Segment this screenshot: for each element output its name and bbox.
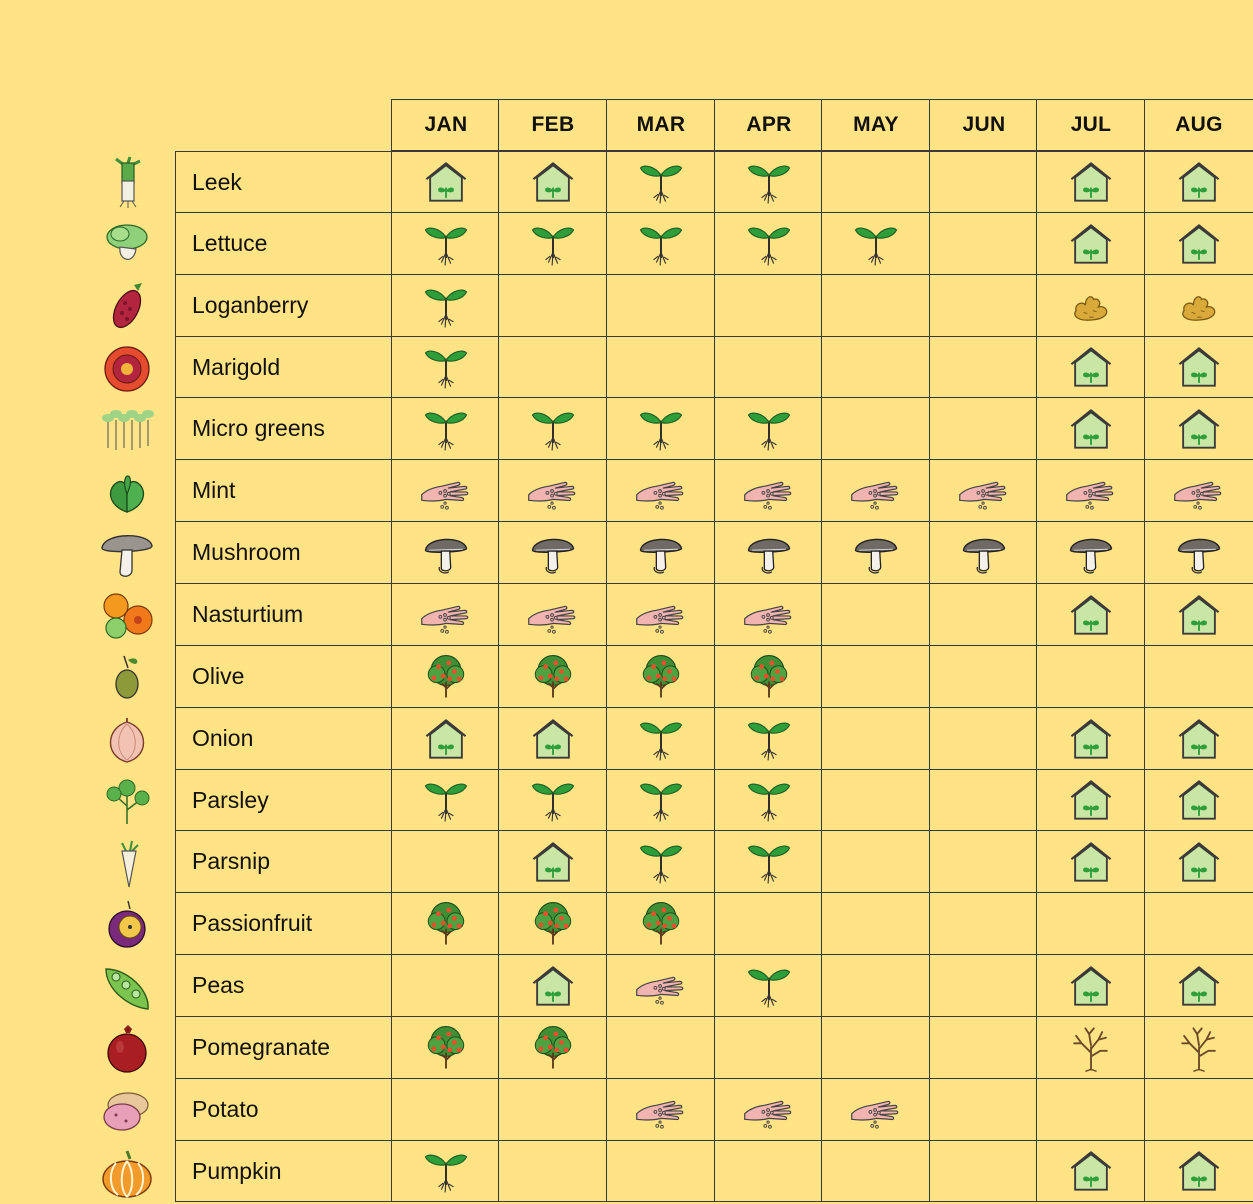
calendar-cell-aug bbox=[1144, 398, 1253, 460]
calendar-cell-jul bbox=[1036, 646, 1145, 708]
calendar-cell-mar bbox=[606, 893, 715, 955]
seedling-icon bbox=[633, 157, 689, 207]
seedling-icon bbox=[633, 404, 689, 454]
calendar-cell-may bbox=[821, 337, 930, 398]
hand-sowing-icon bbox=[1171, 466, 1227, 516]
calendar-cell-feb bbox=[498, 151, 607, 213]
calendar-cell-aug bbox=[1144, 955, 1253, 1017]
calendar-cell-aug bbox=[1144, 151, 1253, 213]
mushroom-icon bbox=[525, 528, 581, 578]
fruit-tree-icon bbox=[525, 652, 581, 702]
greenhouse-icon bbox=[1063, 404, 1119, 454]
table-row bbox=[0, 646, 1200, 708]
calendar-cell-mar bbox=[606, 584, 715, 646]
seedling-icon bbox=[741, 404, 797, 454]
calendar-cell-mar bbox=[606, 275, 715, 337]
nasturtium-icon bbox=[98, 590, 156, 642]
seedling-icon bbox=[418, 342, 474, 392]
greenhouse-icon bbox=[525, 714, 581, 764]
calendar-cell-aug bbox=[1144, 1017, 1253, 1079]
calendar-cell-feb bbox=[498, 831, 607, 893]
hand-sowing-icon bbox=[741, 466, 797, 516]
calendar-cell-jun bbox=[929, 708, 1038, 770]
plant-name: Parsnip bbox=[175, 831, 391, 893]
calendar-cell-aug bbox=[1144, 1079, 1253, 1141]
fruit-tree-icon bbox=[418, 1023, 474, 1073]
calendar-cell-aug bbox=[1144, 831, 1253, 893]
calendar-cell-jan bbox=[391, 1017, 500, 1079]
mint-icon bbox=[98, 466, 156, 518]
calendar-cell-may bbox=[821, 151, 930, 213]
calendar-cell-mar bbox=[606, 460, 715, 522]
calendar-cell-apr bbox=[714, 275, 823, 337]
calendar-cell-apr bbox=[714, 584, 823, 646]
calendar-cell-jan bbox=[391, 893, 500, 955]
month-header-jul: JUL bbox=[1036, 99, 1145, 151]
seedling-icon bbox=[633, 714, 689, 764]
calendar-cell-jan bbox=[391, 460, 500, 522]
calendar-cell-aug bbox=[1144, 893, 1253, 955]
calendar-cell-jul bbox=[1036, 1141, 1145, 1202]
calendar-cell-jul bbox=[1036, 1079, 1145, 1141]
calendar-cell-jan bbox=[391, 1079, 500, 1141]
plant-name: Olive bbox=[175, 646, 391, 708]
plant-name: Nasturtium bbox=[175, 584, 391, 646]
calendar-cell-aug bbox=[1144, 646, 1253, 708]
greenhouse-icon bbox=[1063, 1146, 1119, 1196]
hand-sowing-icon bbox=[633, 590, 689, 640]
greenhouse-icon bbox=[1171, 219, 1227, 269]
table-row bbox=[0, 770, 1200, 831]
calendar-cell-apr bbox=[714, 337, 823, 398]
calendar-cell-feb bbox=[498, 1141, 607, 1202]
table-row bbox=[0, 708, 1200, 770]
calendar-cell-jul bbox=[1036, 151, 1145, 213]
hand-sowing-icon bbox=[418, 590, 474, 640]
calendar-cell-jan bbox=[391, 398, 500, 460]
calendar-cell-apr bbox=[714, 398, 823, 460]
month-header-jun: JUN bbox=[929, 99, 1038, 151]
calendar-cell-jun bbox=[929, 955, 1038, 1017]
calendar-cell-jan bbox=[391, 646, 500, 708]
greenhouse-icon bbox=[1171, 714, 1227, 764]
calendar-cell-mar bbox=[606, 770, 715, 831]
calendar-cell-feb bbox=[498, 213, 607, 275]
table-row bbox=[0, 151, 1200, 213]
calendar-cell-jul bbox=[1036, 460, 1145, 522]
calendar-cell-aug bbox=[1144, 460, 1253, 522]
calendar-cell-mar bbox=[606, 1017, 715, 1079]
calendar-cell-jan bbox=[391, 955, 500, 1017]
ginger-root-icon bbox=[1171, 281, 1227, 331]
greenhouse-icon bbox=[1063, 714, 1119, 764]
calendar-cell-apr bbox=[714, 1017, 823, 1079]
plant-name: Lettuce bbox=[175, 213, 391, 275]
table-row bbox=[0, 831, 1200, 893]
seedling-icon bbox=[741, 961, 797, 1011]
passionfruit-icon bbox=[98, 899, 156, 951]
calendar-cell-jan bbox=[391, 1141, 500, 1202]
calendar-cell-jun bbox=[929, 337, 1038, 398]
calendar-cell-aug bbox=[1144, 337, 1253, 398]
calendar-cell-jul bbox=[1036, 831, 1145, 893]
parsnip-icon bbox=[98, 837, 156, 889]
plant-name: Loganberry bbox=[175, 275, 391, 337]
olive-icon bbox=[98, 652, 156, 704]
calendar-cell-may bbox=[821, 522, 930, 584]
plant-name: Onion bbox=[175, 708, 391, 770]
seedling-icon bbox=[525, 404, 581, 454]
calendar-cell-apr bbox=[714, 1079, 823, 1141]
fruit-tree-icon bbox=[633, 652, 689, 702]
onion-icon bbox=[98, 714, 156, 766]
hand-sowing-icon bbox=[956, 466, 1012, 516]
calendar-cell-jul bbox=[1036, 1017, 1145, 1079]
calendar-cell-apr bbox=[714, 213, 823, 275]
calendar-cell-apr bbox=[714, 770, 823, 831]
seedling-icon bbox=[418, 281, 474, 331]
table-row bbox=[0, 337, 1200, 398]
calendar-cell-jun bbox=[929, 275, 1038, 337]
calendar-cell-mar bbox=[606, 337, 715, 398]
fruit-tree-icon bbox=[525, 1023, 581, 1073]
hand-sowing-icon bbox=[525, 466, 581, 516]
table-row bbox=[0, 398, 1200, 460]
calendar-cell-feb bbox=[498, 1079, 607, 1141]
plant-name: Mushroom bbox=[175, 522, 391, 584]
calendar-cell-jun bbox=[929, 213, 1038, 275]
calendar-cell-feb bbox=[498, 770, 607, 831]
calendar-cell-feb bbox=[498, 584, 607, 646]
hand-sowing-icon bbox=[848, 466, 904, 516]
calendar-cell-mar bbox=[606, 646, 715, 708]
calendar-cell-aug bbox=[1144, 522, 1253, 584]
greenhouse-icon bbox=[525, 961, 581, 1011]
calendar-cell-apr bbox=[714, 831, 823, 893]
calendar-cell-jul bbox=[1036, 522, 1145, 584]
greenhouse-icon bbox=[1063, 157, 1119, 207]
hand-sowing-icon bbox=[418, 466, 474, 516]
seedling-icon bbox=[633, 837, 689, 887]
calendar-cell-apr bbox=[714, 151, 823, 213]
leek-icon bbox=[98, 157, 156, 209]
calendar-cell-jun bbox=[929, 151, 1038, 213]
calendar-cell-jul bbox=[1036, 213, 1145, 275]
table-row bbox=[0, 584, 1200, 646]
plant-name: Mint bbox=[175, 460, 391, 522]
seedling-icon bbox=[848, 219, 904, 269]
bare-tree-icon bbox=[1171, 1023, 1227, 1073]
month-header-feb: FEB bbox=[498, 99, 607, 151]
calendar-cell-jan bbox=[391, 831, 500, 893]
hand-sowing-icon bbox=[633, 961, 689, 1011]
greenhouse-icon bbox=[418, 157, 474, 207]
greenhouse-icon bbox=[1063, 775, 1119, 825]
hand-sowing-icon bbox=[525, 590, 581, 640]
calendar-cell-feb bbox=[498, 1017, 607, 1079]
calendar-cell-jan bbox=[391, 522, 500, 584]
calendar-cell-mar bbox=[606, 708, 715, 770]
plant-name: Leek bbox=[175, 151, 391, 213]
greenhouse-icon bbox=[1171, 775, 1227, 825]
greenhouse-icon bbox=[1063, 342, 1119, 392]
mushroom-icon bbox=[1063, 528, 1119, 578]
greenhouse-icon bbox=[1063, 837, 1119, 887]
greenhouse-icon bbox=[1171, 404, 1227, 454]
greenhouse-icon bbox=[1171, 590, 1227, 640]
plant-name: Peas bbox=[175, 955, 391, 1017]
calendar-cell-may bbox=[821, 955, 930, 1017]
seedling-icon bbox=[741, 714, 797, 764]
pomegranate-icon bbox=[98, 1023, 156, 1075]
greenhouse-icon bbox=[1063, 961, 1119, 1011]
fruit-tree-icon bbox=[418, 899, 474, 949]
calendar-cell-feb bbox=[498, 708, 607, 770]
greenhouse-icon bbox=[1171, 837, 1227, 887]
hand-sowing-icon bbox=[1063, 466, 1119, 516]
table-row bbox=[0, 522, 1200, 584]
calendar-cell-may bbox=[821, 460, 930, 522]
calendar-cell-jan bbox=[391, 275, 500, 337]
table-row bbox=[0, 213, 1200, 275]
seedling-icon bbox=[418, 1146, 474, 1196]
seedling-icon bbox=[525, 219, 581, 269]
fruit-tree-icon bbox=[633, 899, 689, 949]
mushroom-icon bbox=[741, 528, 797, 578]
month-header-apr: APR bbox=[714, 99, 823, 151]
calendar-cell-aug bbox=[1144, 275, 1253, 337]
plant-name: Parsley bbox=[175, 770, 391, 831]
calendar-cell-jun bbox=[929, 1141, 1038, 1202]
seedling-icon bbox=[633, 219, 689, 269]
calendar-cell-apr bbox=[714, 522, 823, 584]
calendar-cell-jul bbox=[1036, 275, 1145, 337]
calendar-cell-jun bbox=[929, 770, 1038, 831]
marigold-icon bbox=[98, 343, 156, 395]
table-row bbox=[0, 1079, 1200, 1141]
seedling-icon bbox=[741, 837, 797, 887]
seedling-icon bbox=[525, 775, 581, 825]
table-row bbox=[0, 1141, 1200, 1202]
plant-name: Passionfruit bbox=[175, 893, 391, 955]
calendar-cell-aug bbox=[1144, 1141, 1253, 1202]
calendar-cell-feb bbox=[498, 337, 607, 398]
greenhouse-icon bbox=[1171, 1146, 1227, 1196]
calendar-cell-jan bbox=[391, 337, 500, 398]
plant-name: Pumpkin bbox=[175, 1141, 391, 1202]
plant-name: Micro greens bbox=[175, 398, 391, 460]
greenhouse-icon bbox=[1171, 157, 1227, 207]
calendar-cell-feb bbox=[498, 460, 607, 522]
calendar-cell-mar bbox=[606, 151, 715, 213]
fruit-tree-icon bbox=[525, 899, 581, 949]
calendar-cell-may bbox=[821, 584, 930, 646]
fruit-tree-icon bbox=[741, 652, 797, 702]
hand-sowing-icon bbox=[848, 1085, 904, 1135]
hand-sowing-icon bbox=[741, 1085, 797, 1135]
calendar-cell-apr bbox=[714, 1141, 823, 1202]
calendar-cell-jul bbox=[1036, 337, 1145, 398]
table-row bbox=[0, 955, 1200, 1017]
greenhouse-icon bbox=[1063, 219, 1119, 269]
calendar-cell-apr bbox=[714, 646, 823, 708]
calendar-cell-jul bbox=[1036, 893, 1145, 955]
mushroom-icon bbox=[848, 528, 904, 578]
calendar-cell-feb bbox=[498, 893, 607, 955]
calendar-cell-apr bbox=[714, 708, 823, 770]
greenhouse-icon bbox=[418, 714, 474, 764]
calendar-cell-feb bbox=[498, 522, 607, 584]
seedling-icon bbox=[741, 157, 797, 207]
ginger-root-icon bbox=[1063, 281, 1119, 331]
calendar-cell-jun bbox=[929, 893, 1038, 955]
month-header-aug: AUG bbox=[1144, 99, 1253, 151]
month-header-jan: JAN bbox=[391, 99, 500, 151]
peas-icon bbox=[98, 961, 156, 1013]
bare-tree-icon bbox=[1063, 1023, 1119, 1073]
month-header-may: MAY bbox=[821, 99, 930, 151]
seedling-icon bbox=[741, 775, 797, 825]
calendar-cell-aug bbox=[1144, 213, 1253, 275]
month-header-mar: MAR bbox=[606, 99, 715, 151]
greenhouse-icon bbox=[1171, 961, 1227, 1011]
calendar-cell-jan bbox=[391, 151, 500, 213]
calendar-cell-jun bbox=[929, 522, 1038, 584]
calendar-cell-jan bbox=[391, 584, 500, 646]
pumpkin-icon bbox=[98, 1147, 156, 1199]
calendar-cell-mar bbox=[606, 955, 715, 1017]
calendar-cell-may bbox=[821, 893, 930, 955]
calendar-cell-mar bbox=[606, 213, 715, 275]
calendar-cell-jul bbox=[1036, 955, 1145, 1017]
calendar-cell-feb bbox=[498, 955, 607, 1017]
calendar-cell-may bbox=[821, 275, 930, 337]
calendar-cell-mar bbox=[606, 398, 715, 460]
calendar-cell-may bbox=[821, 708, 930, 770]
mushroom-icon bbox=[956, 528, 1012, 578]
calendar-cell-jul bbox=[1036, 708, 1145, 770]
calendar-cell-feb bbox=[498, 275, 607, 337]
calendar-cell-jun bbox=[929, 646, 1038, 708]
calendar-cell-jun bbox=[929, 398, 1038, 460]
calendar-cell-jul bbox=[1036, 584, 1145, 646]
table-row bbox=[0, 460, 1200, 522]
seedling-icon bbox=[418, 775, 474, 825]
calendar-cell-jun bbox=[929, 1079, 1038, 1141]
calendar-cell-aug bbox=[1144, 584, 1253, 646]
mushroom-icon bbox=[633, 528, 689, 578]
table-row bbox=[0, 275, 1200, 337]
calendar-cell-mar bbox=[606, 1141, 715, 1202]
calendar-cell-jan bbox=[391, 213, 500, 275]
calendar-cell-apr bbox=[714, 955, 823, 1017]
calendar-cell-feb bbox=[498, 398, 607, 460]
hand-sowing-icon bbox=[633, 466, 689, 516]
parsley-icon bbox=[98, 776, 156, 828]
seedling-icon bbox=[741, 219, 797, 269]
fruit-tree-icon bbox=[418, 652, 474, 702]
calendar-cell-may bbox=[821, 398, 930, 460]
calendar-cell-mar bbox=[606, 522, 715, 584]
calendar-cell-may bbox=[821, 831, 930, 893]
potato-icon bbox=[98, 1085, 156, 1137]
plant-name: Potato bbox=[175, 1079, 391, 1141]
seedling-icon bbox=[633, 775, 689, 825]
lettuce-icon bbox=[98, 219, 156, 271]
greenhouse-icon bbox=[525, 837, 581, 887]
calendar-cell-apr bbox=[714, 460, 823, 522]
calendar-cell-may bbox=[821, 1079, 930, 1141]
mushroom-plant-icon bbox=[98, 528, 156, 580]
calendar-cell-jan bbox=[391, 770, 500, 831]
loganberry-icon bbox=[98, 281, 156, 333]
calendar-cell-aug bbox=[1144, 708, 1253, 770]
calendar-cell-jun bbox=[929, 460, 1038, 522]
micro-greens-icon bbox=[98, 404, 156, 456]
greenhouse-icon bbox=[1063, 590, 1119, 640]
calendar-cell-apr bbox=[714, 893, 823, 955]
calendar-cell-feb bbox=[498, 646, 607, 708]
calendar-cell-may bbox=[821, 770, 930, 831]
seedling-icon bbox=[418, 219, 474, 269]
calendar-cell-jul bbox=[1036, 398, 1145, 460]
calendar-cell-jun bbox=[929, 1017, 1038, 1079]
calendar-cell-may bbox=[821, 646, 930, 708]
plant-name: Pomegranate bbox=[175, 1017, 391, 1079]
calendar-cell-may bbox=[821, 213, 930, 275]
greenhouse-icon bbox=[1171, 342, 1227, 392]
mushroom-icon bbox=[1171, 528, 1227, 578]
calendar-cell-mar bbox=[606, 831, 715, 893]
calendar-cell-may bbox=[821, 1141, 930, 1202]
calendar-cell-jun bbox=[929, 584, 1038, 646]
table-row bbox=[0, 893, 1200, 955]
hand-sowing-icon bbox=[633, 1085, 689, 1135]
table-row bbox=[0, 1017, 1200, 1079]
mushroom-icon bbox=[418, 528, 474, 578]
calendar-cell-mar bbox=[606, 1079, 715, 1141]
hand-sowing-icon bbox=[741, 590, 797, 640]
calendar-cell-jan bbox=[391, 708, 500, 770]
calendar-cell-aug bbox=[1144, 770, 1253, 831]
plant-name: Marigold bbox=[175, 337, 391, 398]
calendar-cell-may bbox=[821, 1017, 930, 1079]
calendar-cell-jul bbox=[1036, 770, 1145, 831]
seedling-icon bbox=[418, 404, 474, 454]
calendar-cell-jun bbox=[929, 831, 1038, 893]
greenhouse-icon bbox=[525, 157, 581, 207]
